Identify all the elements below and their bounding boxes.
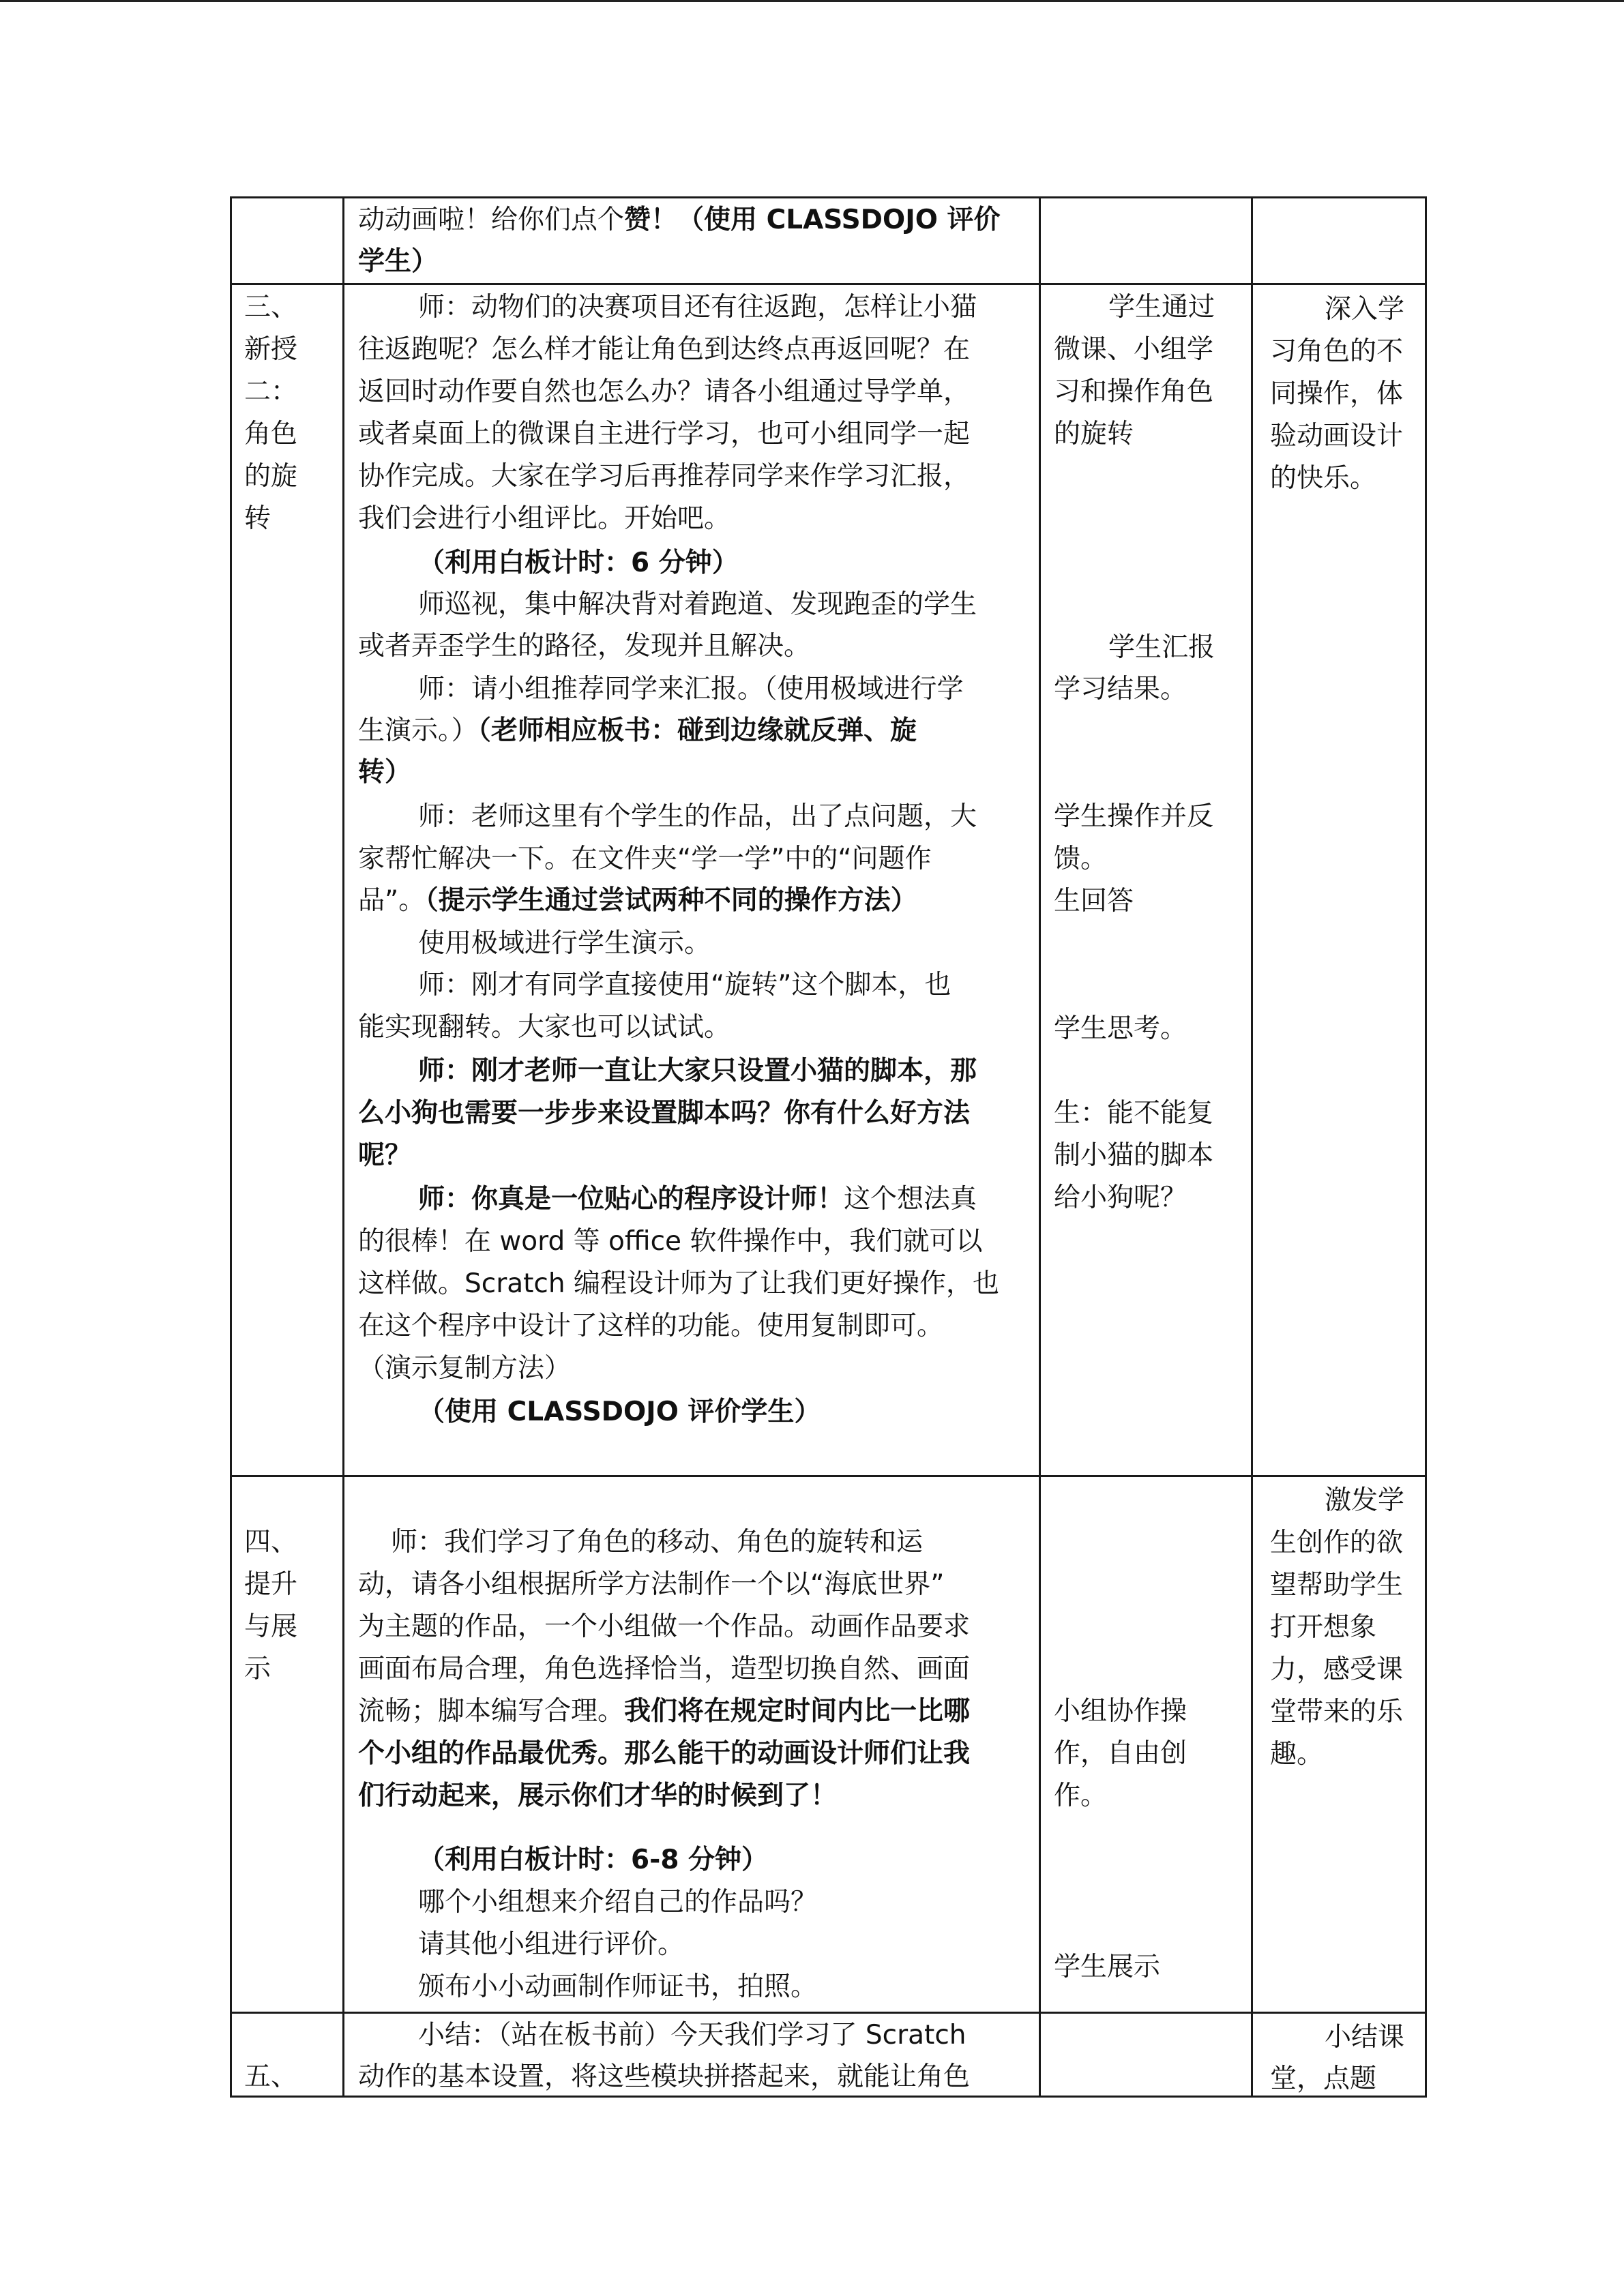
- student-activity-line: 学生操作并反: [1054, 801, 1214, 832]
- text-run: （利用白板计时：6 分钟）: [418, 548, 739, 578]
- text-run: 这样做。Scratch 编程设计师为了让我们更好操作，也: [358, 1268, 999, 1299]
- text-run: 为主题的作品，一个小组做一个作品。动画作品要求: [358, 1611, 971, 1642]
- text-run: 或者桌面上的微课自主进行学习，也可小组同学一起: [358, 419, 971, 449]
- design-intent-line: 小结课: [1325, 2022, 1405, 2053]
- activity-text-line: [358, 710, 917, 752]
- activity-text-line: [418, 964, 951, 1007]
- text-run: 或者弄歪学生的路径，发现并且解决。: [358, 631, 811, 661]
- design-intent-line: 力，感受课: [1270, 1654, 1404, 1685]
- table-vertical-border-4: [1425, 196, 1427, 2097]
- text-run: 请其他小组进行评价。: [418, 1929, 685, 1960]
- text-run: 师：我们学习了角色的移动、角色的旋转和运: [391, 1527, 924, 1557]
- design-intent-line: 同操作，体: [1270, 378, 1404, 409]
- activity-text-line: [358, 199, 1000, 241]
- text-run: 师：刚才老师一直让大家只设置小猫的脚本，那: [418, 1056, 977, 1086]
- text-run: 师：你真是一位贴心的程序设计师！: [418, 1184, 844, 1214]
- text-run: 我们将在规定时间内比一比哪: [624, 1696, 971, 1727]
- stage-label: 二：: [244, 376, 298, 407]
- activity-text-line: [391, 1521, 923, 1564]
- text-run: 生演示。）: [358, 715, 478, 746]
- student-activity-line: 的旋转: [1054, 419, 1134, 449]
- activity-text-line: [358, 1775, 837, 1817]
- activity-text-line: [358, 1092, 970, 1135]
- activity-text-line: [358, 751, 411, 794]
- table-vertical-border-3: [1251, 196, 1253, 2097]
- text-run: 这个想法真: [844, 1184, 977, 1214]
- student-activity-line: 给小狗呢？: [1054, 1182, 1187, 1213]
- text-run: 协作完成。大家在学习后再推荐同学来作学习汇报，: [358, 461, 971, 492]
- stage-label: 三、: [244, 292, 298, 323]
- text-run: 哪个小组想来介绍自己的作品吗？: [418, 1887, 818, 1918]
- text-run: 家帮忙解决一下。在文件夹“学一学”中的“问题作: [358, 844, 932, 874]
- text-run: 动作的基本设置，将这些模块拼搭起来，就能让角色: [358, 2061, 971, 2092]
- stage-label: 提升: [244, 1569, 298, 1600]
- text-run: 的很棒！在 word 等 office 软件操作中，我们就可以: [358, 1226, 983, 1257]
- student-activity-line: 小组协作操: [1054, 1696, 1187, 1727]
- stage-label: 角色: [244, 419, 298, 449]
- activity-text-line: [358, 241, 438, 283]
- student-activity-line: 制小猫的脚本: [1054, 1140, 1214, 1171]
- activity-text-line: [358, 880, 917, 922]
- student-activity-line: 生：能不能复: [1054, 1098, 1214, 1129]
- activity-text-line: [358, 1606, 970, 1648]
- page-top-border: [0, 0, 1624, 2]
- text-run: 能实现翻转。大家也可以试试。: [358, 1012, 731, 1043]
- activity-text-line: [418, 286, 977, 329]
- text-run: 转）: [358, 757, 412, 788]
- text-run: 小结：（站在板书前）今天我们学习了 Scratch: [418, 2020, 966, 2051]
- text-run: 呢？: [358, 1140, 412, 1171]
- activity-text-line: [358, 1007, 730, 1049]
- stage-label: 新授: [244, 334, 298, 365]
- activity-text-line: [358, 2056, 970, 2098]
- activity-text-line: [358, 1305, 943, 1347]
- design-intent-line: 验动画设计: [1270, 421, 1404, 451]
- activity-text-line: [418, 1966, 817, 2008]
- activity-text-line: [418, 1839, 768, 1881]
- student-activity-line: 作。: [1054, 1780, 1108, 1811]
- activity-text-line: [358, 1347, 571, 1390]
- student-activity-line: 习和操作角色: [1054, 376, 1214, 407]
- stage-label: 的旋: [244, 461, 298, 492]
- student-activity-line: 作，自由创: [1054, 1738, 1187, 1769]
- text-run: 动动画啦！给你们点个: [358, 205, 625, 235]
- student-activity-line: 学生展示: [1054, 1952, 1161, 1982]
- stage-label: 与展: [244, 1611, 298, 1642]
- text-run: 师：老师这里有个学生的作品，出了点问题，大: [418, 801, 977, 832]
- text-run: 使用极域进行学生演示。: [418, 928, 711, 959]
- student-activity-line: 学生汇报: [1108, 632, 1215, 663]
- activity-text-line: [418, 1391, 821, 1433]
- student-activity-line: 微课、小组学: [1054, 334, 1214, 365]
- activity-text-line: [418, 1881, 817, 1924]
- student-activity-line: 馈。: [1054, 844, 1108, 874]
- activity-text-line: [358, 456, 970, 498]
- text-run: （演示复制方法）: [358, 1353, 572, 1384]
- activity-text-line: [418, 923, 711, 965]
- text-run: 个小组的作品最优秀。那么能干的动画设计师们让我: [358, 1738, 971, 1769]
- text-run: 师：请小组推荐同学来汇报。（使用极域进行学: [418, 674, 964, 704]
- text-run: 们行动起来，展示你们才华的时候到了！: [358, 1780, 838, 1811]
- stage-label: 转: [244, 503, 271, 534]
- text-run: 返回时动作要自然也怎么办？请各小组通过导学单，: [358, 376, 971, 407]
- stage-label: 四、: [244, 1527, 298, 1557]
- text-run: 么小狗也需要一步步来设置脚本吗？你有什么好方法: [358, 1098, 971, 1129]
- design-intent-line: 的快乐。: [1270, 463, 1377, 494]
- activity-text-line: [358, 329, 970, 371]
- text-run: 师巡视，集中解决背对着跑道、发现跑歪的学生: [418, 589, 977, 620]
- text-run: 往返跑呢？怎么样才能让角色到达终点再返回呢？在: [358, 334, 971, 365]
- table-horizontal-border-1: [230, 283, 1427, 285]
- activity-text-line: [418, 796, 977, 838]
- activity-text-line: [418, 1924, 684, 1966]
- design-intent-line: 打开想象: [1270, 1612, 1377, 1643]
- table-horizontal-border-3: [230, 2012, 1427, 2014]
- activity-text-line: [358, 1648, 970, 1690]
- design-intent-line: 习角色的不: [1270, 336, 1404, 367]
- design-intent-line: 堂带来的乐: [1270, 1697, 1404, 1727]
- text-run: 赞！（使用 CLASSDOJO 评价: [624, 205, 1001, 235]
- table-vertical-border-0: [230, 196, 232, 2097]
- activity-text-line: [358, 1135, 411, 1177]
- design-intent-line: 望帮助学生: [1270, 1570, 1404, 1600]
- design-intent-line: 激发学: [1325, 1485, 1405, 1516]
- text-run: 在这个程序中设计了这样的功能。使用复制即可。: [358, 1311, 944, 1341]
- text-run: 颁布小小动画制作师证书，拍照。: [418, 1971, 818, 2002]
- table-vertical-border-1: [342, 196, 344, 2097]
- text-run: （老师相应板书：碰到边缘就反弹、旋: [477, 715, 917, 746]
- student-activity-line: 学习结果。: [1054, 674, 1187, 704]
- text-run: 师：动物们的决赛项目还有往返跑，怎样让小猫: [418, 292, 977, 323]
- activity-text-line: [358, 838, 932, 880]
- student-activity-line: 学生思考。: [1054, 1013, 1187, 1044]
- activity-text-line: [358, 1221, 982, 1263]
- text-run: （使用 CLASSDOJO 评价学生）: [418, 1397, 821, 1427]
- stage-label: 五、: [244, 2061, 298, 2092]
- text-run: （利用白板计时：6-8 分钟）: [418, 1845, 769, 1875]
- table-horizontal-border-0: [230, 196, 1427, 198]
- activity-text-line: [358, 371, 970, 413]
- activity-text-line: [418, 1050, 977, 1092]
- activity-text-line: [358, 1564, 944, 1606]
- text-run: 师：刚才有同学直接使用“旋转”这个脚本，也: [418, 970, 951, 1000]
- activity-text-line: [418, 542, 739, 584]
- design-intent-line: 生创作的欲: [1270, 1527, 1404, 1558]
- activity-text-line: [418, 2014, 966, 2057]
- text-run: 我们会进行小组评比。开始吧。: [358, 503, 731, 534]
- text-run: 品”。: [358, 885, 426, 916]
- activity-text-line: [358, 625, 810, 668]
- activity-text-line: [418, 584, 977, 626]
- text-run: 画面布局合理，角色选择恰当，造型切换自然、画面: [358, 1654, 971, 1684]
- design-intent-line: 堂，点题: [1270, 2063, 1377, 2094]
- activity-text-line: [358, 1263, 999, 1305]
- text-run: 动，请各小组根据所学方法制作一个以“海底世界”: [358, 1569, 945, 1600]
- activity-text-line: [358, 498, 730, 540]
- student-activity-line: 学生通过: [1108, 292, 1215, 323]
- activity-text-line: [358, 1733, 970, 1775]
- activity-text-line: [358, 1690, 970, 1733]
- design-intent-line: 趣。: [1270, 1739, 1324, 1770]
- text-run: （提示学生通过尝试两种不同的操作方法）: [425, 885, 917, 916]
- text-run: 流畅；脚本编写合理。: [358, 1696, 625, 1727]
- activity-text-line: [418, 668, 964, 711]
- text-run: 学生）: [358, 246, 439, 277]
- activity-text-line: [358, 413, 970, 456]
- activity-text-line: [418, 1178, 977, 1221]
- student-activity-line: 生回答: [1054, 886, 1134, 916]
- stage-label: 示: [244, 1654, 271, 1684]
- table-horizontal-border-2: [230, 1475, 1427, 1477]
- design-intent-line: 深入学: [1325, 294, 1405, 325]
- table-vertical-border-2: [1039, 196, 1041, 2097]
